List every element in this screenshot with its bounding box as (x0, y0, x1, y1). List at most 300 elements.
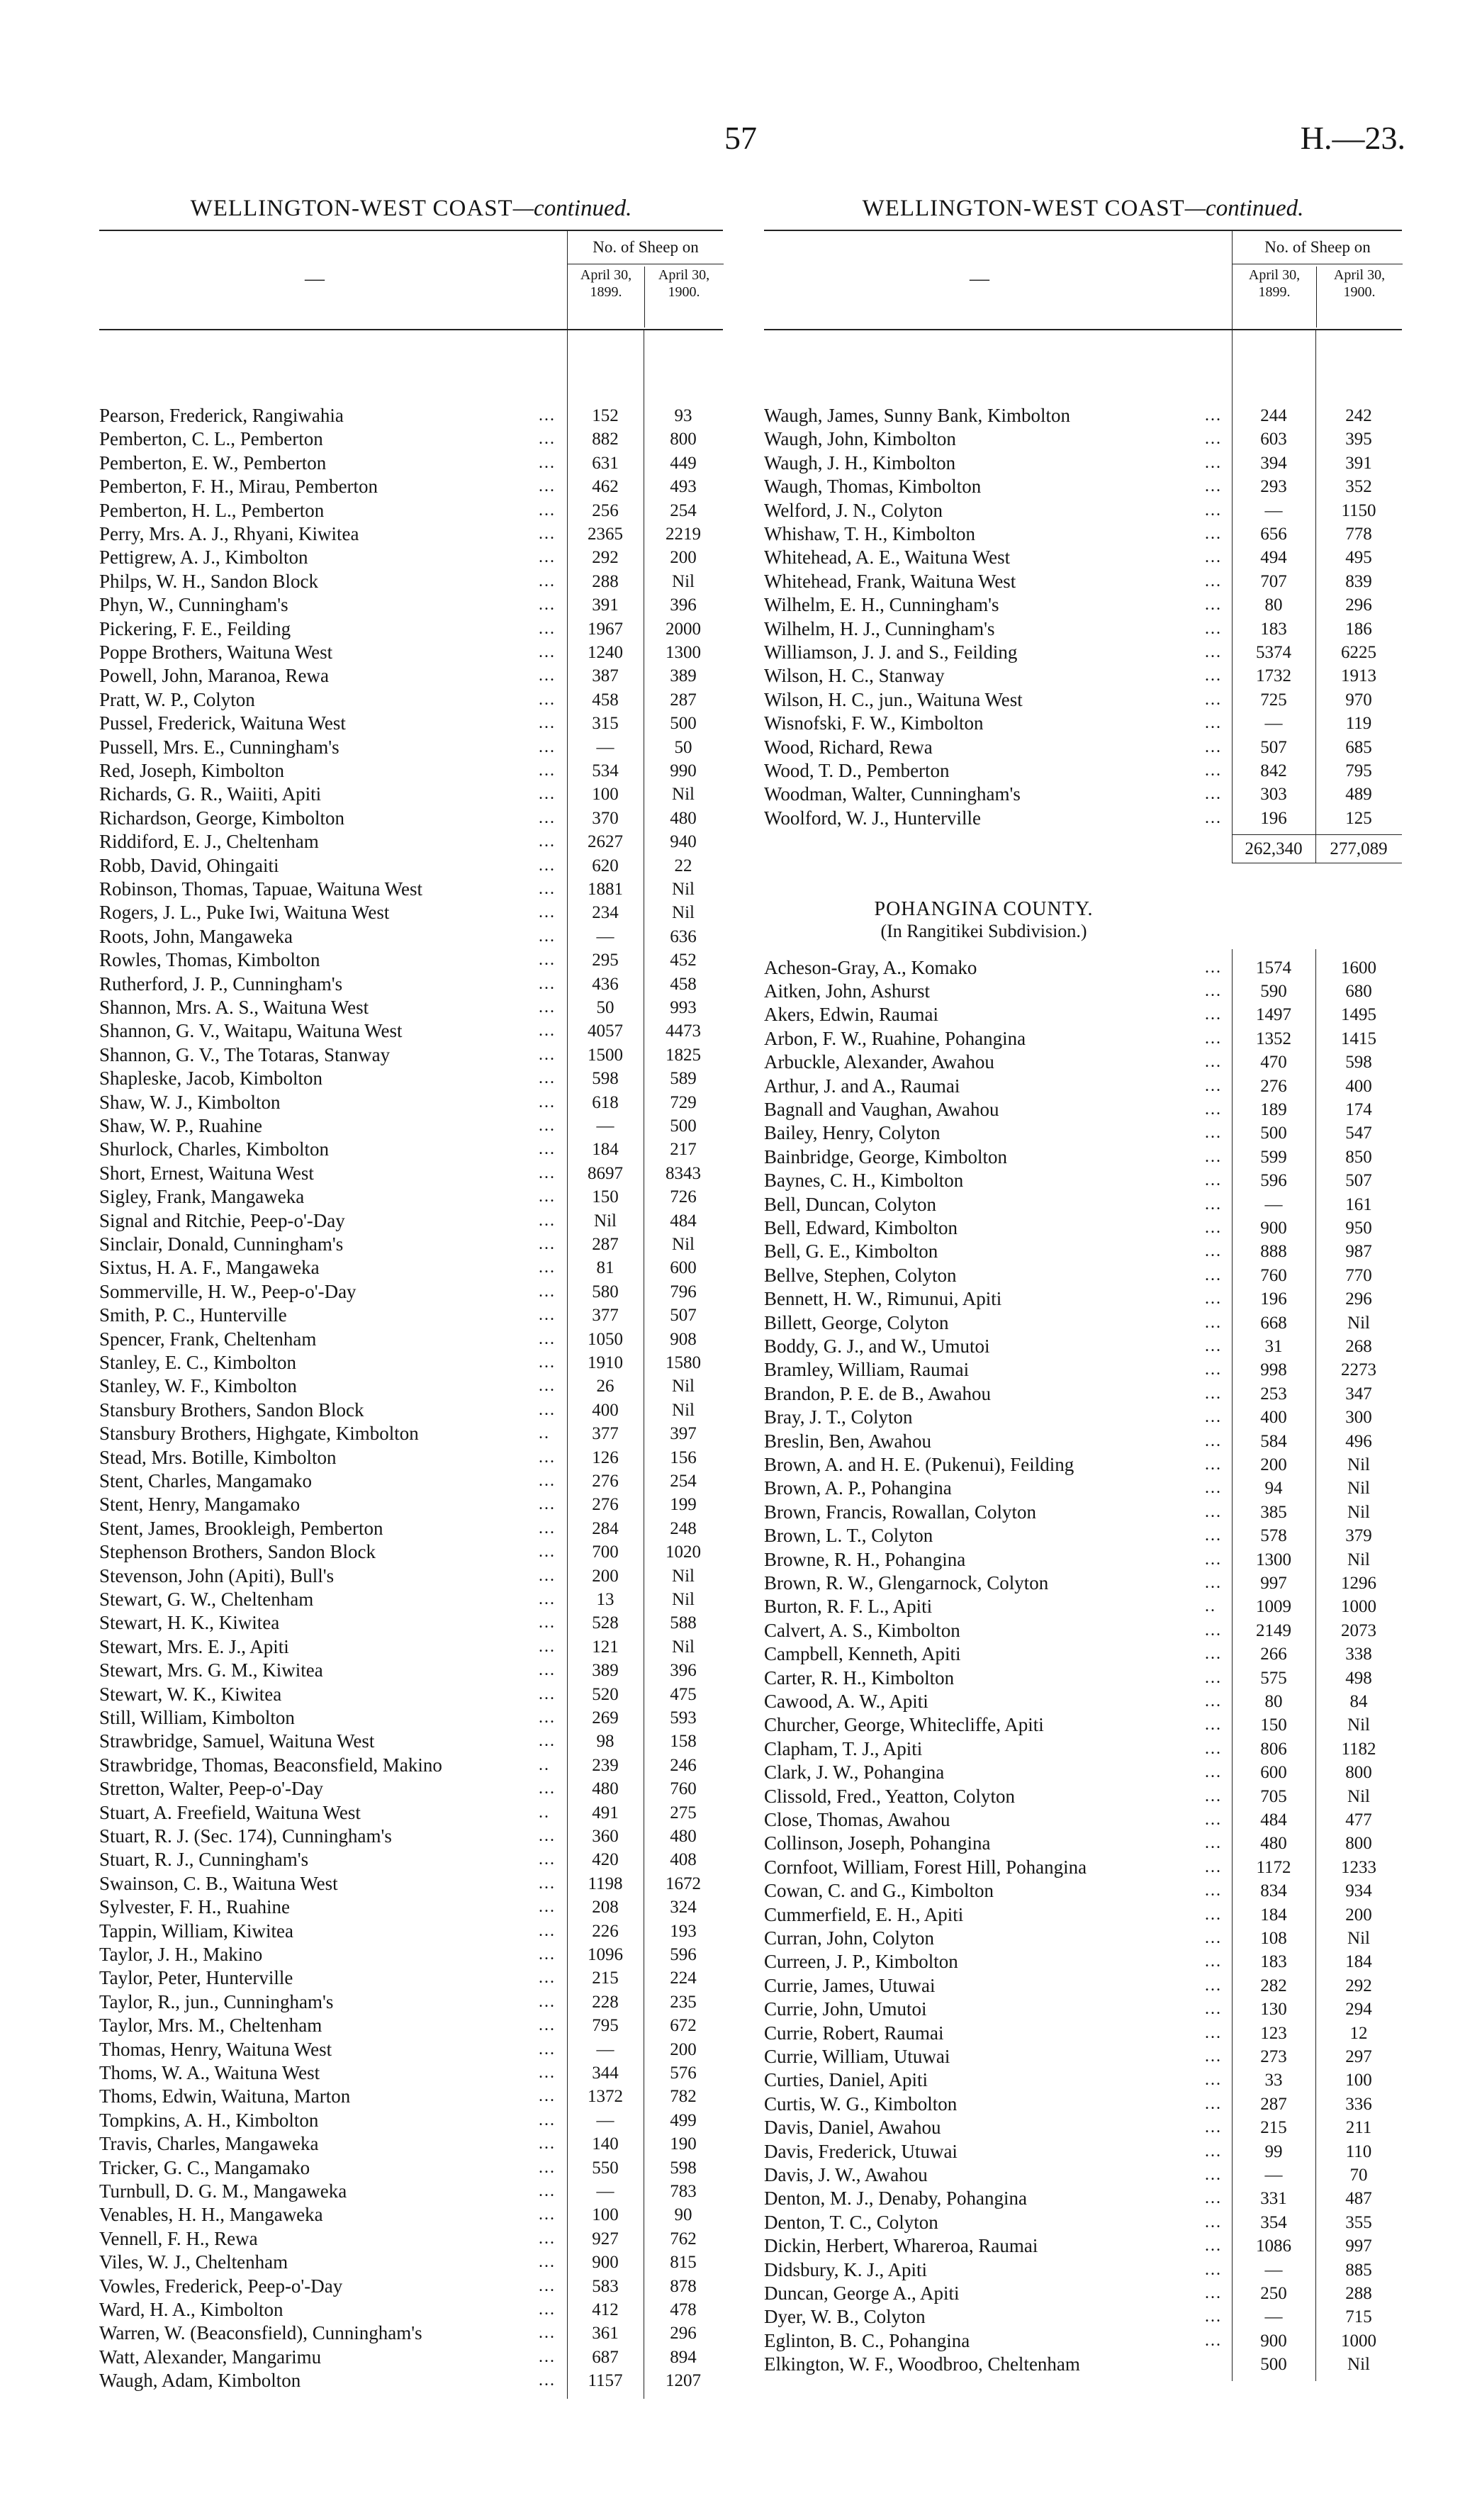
row-name: Sylvester, F. H., Ruahine (99, 1896, 290, 1918)
table-row (764, 1358, 1402, 1382)
row-name: Wood, T. D., Pemberton (764, 760, 950, 781)
row-value-1900: 934 (1345, 1881, 1372, 1901)
row-leader-dots: ... (539, 903, 556, 922)
row-leader-dots: ... (539, 2205, 556, 2224)
row-leader-dots: ... (539, 1472, 556, 1490)
row-name: Stanley, E. C., Kimbolton (99, 1352, 296, 1373)
row-name: Burton, R. F. L., Apiti (764, 1596, 933, 1618)
row-value-1900: Nil (672, 1377, 695, 1396)
right-col2-line1: April 30, (1333, 267, 1386, 283)
row-leader-dots: ... (1205, 1857, 1222, 1876)
row-name: Whitehead, Frank, Waituna West (764, 570, 1016, 592)
row-leader-dots: ... (1205, 958, 1222, 977)
row-leader-dots: ... (539, 477, 556, 496)
row-name: Taylor, Mrs. M., Cheltenham (99, 2015, 322, 2037)
table-row (764, 452, 1402, 475)
row-value-1899: 387 (592, 666, 619, 686)
row-name: Viles, W. J., Cheltenham (99, 2251, 288, 2273)
row-leader-dots: ... (539, 2134, 556, 2154)
row-name: Stephenson Brothers, Sandon Block (99, 1541, 376, 1563)
row-leader-dots: ... (1205, 1455, 1222, 1474)
row-leader-dots: ... (1205, 2000, 1222, 2019)
table-row (764, 1287, 1402, 1311)
row-name: Stansbury Brothers, Sandon Block (99, 1399, 364, 1421)
row-value-1899: 687 (592, 2347, 619, 2367)
row-leader-dots: ... (1205, 737, 1222, 756)
row-value-1900: 598 (670, 2158, 697, 2178)
row-name: Stuart, R. J. (Sec. 174), Cunningham's (99, 1825, 392, 1847)
row-name: Strawbridge, Thomas, Beaconsfield, Makino (99, 1754, 442, 1776)
row-leader-dots: ... (1205, 643, 1222, 661)
row-value-1899: 150 (592, 1187, 619, 1207)
section-title: POHANGINA COUNTY. (874, 897, 1094, 920)
row-name: Tompkins, A. H., Kimbolton (99, 2109, 319, 2131)
row-name: Clissold, Fred., Yeatton, Colyton (764, 1785, 1016, 1807)
table-row (99, 452, 723, 475)
row-leader-dots: ... (539, 998, 556, 1017)
row-value-1899: 196 (1260, 808, 1287, 828)
row-value-1899: 287 (592, 1235, 619, 1254)
row-leader-dots: ... (539, 1092, 556, 1111)
row-value-1899: 226 (592, 1921, 619, 1941)
row-value-1900: 90 (674, 2205, 692, 2225)
row-value-1899: 1967 (588, 619, 623, 639)
table-row (764, 2140, 1402, 2163)
row-leader-dots: ... (1205, 525, 1222, 543)
row-value-1899: 927 (592, 2229, 619, 2249)
row-value-1899: 842 (1260, 761, 1287, 780)
row-value-1900: Nil (1347, 1929, 1370, 1948)
row-value-1900: 993 (670, 998, 697, 1017)
row-leader-dots: ... (1205, 1289, 1222, 1309)
table-row (99, 1374, 723, 1398)
table-row (99, 2109, 723, 2132)
row-value-1900: Nil (1347, 1479, 1370, 1499)
row-value-1899: 370 (592, 808, 619, 828)
row-name: Venables, H. H., Mangaweka (99, 2204, 323, 2226)
row-leader-dots: ... (539, 1661, 556, 1680)
row-name: Short, Ernest, Waituna West (99, 1162, 314, 1184)
table-row (99, 1754, 723, 1777)
row-value-1900: 161 (1345, 1194, 1372, 1214)
row-value-1900: 478 (670, 2300, 697, 2319)
row-value-1899: 1300 (1256, 1550, 1291, 1569)
row-value-1900: Nil (672, 1235, 695, 1254)
row-value-1899: 458 (592, 690, 619, 710)
row-name: Stuart, R. J., Cunningham's (99, 1849, 309, 1871)
row-value-1900: 200 (670, 2039, 697, 2059)
row-leader-dots: ... (539, 1400, 556, 1419)
row-value-1900: 449 (670, 453, 697, 473)
row-value-1899: 1497 (1256, 1005, 1291, 1025)
row-value-1900: 593 (670, 1708, 697, 1727)
row-leader-dots: ... (539, 1684, 556, 1703)
row-name: Curreen, J. P., Kimbolton (764, 1951, 958, 1973)
row-value-1900: 1913 (1341, 666, 1376, 686)
table-row (99, 901, 723, 924)
row-name: Calvert, A. S., Kimbolton (764, 1619, 960, 1641)
right-group-label: No. of Sheep on (1233, 231, 1403, 264)
row-value-1899: 534 (592, 761, 619, 780)
row-value-1899: 208 (592, 1898, 619, 1917)
row-leader-dots: ... (1205, 1242, 1222, 1261)
left-name-col-header: — (305, 268, 325, 290)
row-value-1899: 1050 (588, 1329, 623, 1349)
row-name: Riddiford, E. J., Cheltenham (99, 831, 319, 853)
row-leader-dots: ... (1205, 2094, 1222, 2113)
table-row (764, 1642, 1402, 1666)
row-value-1900: 782 (670, 2087, 697, 2107)
row-name: Curtis, W. G., Kimbolton (764, 2093, 958, 2115)
left-title-text: WELLINGTON-WEST COAST (190, 196, 513, 221)
row-value-1899: 500 (1260, 1124, 1287, 1143)
row-value-1899: 631 (592, 453, 619, 473)
row-value-1900: 184 (1345, 1952, 1372, 1972)
row-value-1900: 211 (1345, 2118, 1372, 2138)
row-value-1899: 256 (592, 500, 619, 520)
table-row (99, 1233, 723, 1256)
row-name: Denton, T. C., Colyton (764, 2211, 938, 2233)
table-row (99, 1966, 723, 1990)
row-value-1899: 184 (592, 1140, 619, 1160)
row-name: Wilson, H. C., jun., Waituna West (764, 688, 1023, 710)
row-name: Stewart, W. K., Kiwitea (99, 1683, 282, 1705)
row-leader-dots: ... (539, 2300, 556, 2319)
row-value-1899: — (596, 926, 614, 946)
row-name: Davis, Frederick, Utuwai (764, 2140, 958, 2162)
row-name: Bainbridge, George, Kimbolton (764, 1146, 1007, 1167)
row-value-1899: 287 (1260, 2094, 1287, 2114)
row-value-1900: 84 (1349, 1692, 1368, 1711)
row-name: Clark, J. W., Pohangina (764, 1762, 945, 1783)
row-value-1900: 1600 (1341, 958, 1376, 978)
row-value-1899: 26 (596, 1377, 614, 1396)
row-value-1899: 123 (1260, 2023, 1287, 2043)
row-value-1900: 296 (1345, 1289, 1372, 1309)
row-name: Thomas, Henry, Waituna West (99, 2038, 332, 2060)
row-leader-dots: ... (1205, 1620, 1222, 1640)
row-value-1900: 254 (670, 500, 697, 520)
table-row (99, 1920, 723, 1943)
row-leader-dots: ... (1205, 1763, 1222, 1782)
row-leader-dots: ... (539, 1827, 556, 1845)
totals-row (764, 837, 1402, 861)
table-row (99, 1635, 723, 1659)
row-leader-dots: ... (539, 1069, 556, 1088)
table-row (764, 1595, 1402, 1618)
row-leader-dots: ... (1205, 2071, 1222, 2090)
row-leader-dots: ... (539, 2347, 556, 2366)
row-value-1900: 1000 (1341, 2331, 1376, 2351)
table-row (764, 1879, 1402, 1903)
row-name: Stevenson, John (Apiti), Bull's (99, 1564, 335, 1586)
table-row (99, 878, 723, 901)
table-row (764, 1193, 1402, 1216)
row-value-1899: 385 (1260, 1502, 1287, 1522)
row-name: Boddy, G. J., and W., Umutoi (764, 1335, 990, 1357)
row-value-1900: 193 (670, 1921, 697, 1941)
row-value-1900: 500 (670, 1116, 697, 1136)
row-leader-dots: ... (1205, 1005, 1222, 1024)
row-value-1900: 1150 (1341, 500, 1376, 520)
row-leader-dots: ... (1205, 430, 1222, 449)
table-row (99, 664, 723, 688)
row-value-1900: 507 (1345, 1171, 1372, 1191)
row-name: Bagnall and Vaughan, Awahou (764, 1099, 999, 1120)
row-leader-dots: ... (539, 785, 556, 804)
row-value-1899: 507 (1260, 737, 1287, 757)
column-divider (567, 330, 568, 2399)
row-value-1899: 1172 (1256, 1857, 1291, 1877)
row-leader-dots: ... (539, 1921, 556, 1940)
row-name: Wood, Richard, Rewa (764, 736, 933, 758)
table-row (764, 956, 1402, 980)
table-row (99, 1777, 723, 1801)
row-value-1900: 400 (1345, 1076, 1372, 1096)
report-code: H.—23. (1300, 120, 1405, 156)
row-value-1900: 248 (670, 1518, 697, 1538)
row-leader-dots: ... (539, 1258, 556, 1277)
row-name: Stuart, A. Freefield, Waituna West (99, 1801, 361, 1823)
row-leader-dots: ... (539, 666, 556, 685)
row-name: Swainson, C. B., Waituna West (99, 1872, 338, 1894)
left-col2-line2: 1900. (668, 284, 700, 300)
row-value-1900: 778 (1345, 525, 1372, 544)
row-name: Churcher, George, Whitecliffe, Apiti (764, 1714, 1044, 1736)
row-value-1899: 253 (1260, 1384, 1287, 1404)
row-value-1900: 6225 (1341, 643, 1376, 662)
table-row (764, 1121, 1402, 1145)
row-value-1899: — (1264, 1194, 1283, 1214)
row-value-1899: 603 (1260, 430, 1287, 449)
row-name: Stead, Mrs. Botille, Kimbolton (99, 1446, 337, 1468)
row-leader-dots: ... (1205, 500, 1222, 520)
row-value-1900: 174 (1345, 1100, 1372, 1119)
row-value-1900: Nil (672, 880, 695, 899)
row-name: Denton, M. J., Denaby, Pohangina (764, 2188, 1027, 2210)
row-value-1900: 110 (1345, 2141, 1372, 2161)
row-value-1900: Nil (1347, 1715, 1370, 1735)
column-divider (1232, 949, 1233, 2381)
row-value-1899: 303 (1260, 785, 1287, 805)
table-row (99, 1801, 723, 1825)
row-value-1899: 1096 (588, 1945, 623, 1964)
row-value-1900: 783 (670, 2182, 697, 2201)
row-name: Rutherford, J. P., Cunningham's (99, 973, 343, 995)
row-name: Curties, Daniel, Apiti (764, 2069, 928, 2091)
table-row (99, 1067, 723, 1090)
column-divider (1315, 949, 1316, 2381)
left-column (99, 196, 723, 2392)
row-value-1899: 284 (592, 1518, 619, 1538)
row-value-1899: — (596, 2182, 614, 2201)
row-value-1899: 1086 (1256, 2236, 1291, 2256)
left-table-header (99, 230, 723, 330)
row-value-1900: 493 (670, 477, 697, 497)
row-value-1900: 815 (670, 2253, 697, 2273)
table-row (99, 1611, 723, 1635)
row-value-1899: 33 (1264, 2071, 1283, 2090)
table-row (99, 1848, 723, 1871)
row-value-1899: — (1264, 2166, 1283, 2185)
row-leader-dots: ... (1205, 1360, 1222, 1379)
table-row (764, 1335, 1402, 1358)
row-leader-dots: ... (539, 406, 556, 425)
row-leader-dots: ... (539, 1447, 556, 1467)
row-value-1900: 908 (670, 1329, 697, 1349)
row-name: Stansbury Brothers, Highgate, Kimbolton (99, 1423, 419, 1445)
table-row (99, 404, 723, 427)
table-row (764, 1903, 1402, 1927)
table-row (99, 2346, 723, 2369)
row-value-1899: 575 (1260, 1668, 1287, 1688)
row-name: Pussel, Frederick, Waituna West (99, 712, 346, 734)
row-value-1900: 246 (670, 1755, 697, 1775)
table-row (99, 1351, 723, 1374)
left-col1-line1: April 30, (580, 267, 632, 283)
row-value-1900: 2219 (666, 525, 701, 544)
row-leader-dots: ... (1205, 1219, 1222, 1237)
table-row (764, 1974, 1402, 1998)
row-value-1900: 997 (1345, 2236, 1372, 2256)
table-row (99, 1019, 723, 1043)
row-value-1900: 685 (1345, 737, 1372, 757)
row-leader-dots: ... (1205, 1431, 1222, 1450)
table-row (99, 2298, 723, 2322)
row-name: Pemberton, E. W., Pemberton (99, 452, 327, 474)
row-leader-dots: ... (539, 1708, 556, 1727)
row-value-1899: 100 (592, 785, 619, 805)
row-value-1900: 1825 (666, 1045, 701, 1065)
table-row (764, 1761, 1402, 1784)
row-value-1899: 100 (592, 2205, 619, 2225)
row-leader-dots: ... (1205, 1124, 1222, 1143)
row-leader-dots: ... (539, 1235, 556, 1253)
row-value-1900: 726 (670, 1187, 697, 1207)
table-row (764, 2116, 1402, 2139)
row-value-1899: 484 (1260, 1810, 1287, 1830)
row-name: Bell, Edward, Kimbolton (764, 1217, 958, 1238)
row-value-1900: 352 (1345, 477, 1372, 497)
row-leader-dots: ... (539, 1732, 556, 1751)
table-row (764, 1146, 1402, 1169)
row-leader-dots: ... (1205, 477, 1222, 496)
row-value-1900: 300 (1345, 1408, 1372, 1428)
row-value-1899: 412 (592, 2300, 619, 2319)
row-value-1899: 580 (592, 1282, 619, 1301)
right-col1-line2: 1899. (1258, 284, 1291, 300)
row-name: Collinson, Joseph, Pohangina (764, 1832, 991, 1854)
row-leader-dots: ... (539, 571, 556, 590)
row-name: Shannon, Mrs. A. S., Waituna West (99, 997, 369, 1018)
row-name: Dyer, W. B., Colyton (764, 2306, 926, 2328)
row-leader-dots: ... (539, 2371, 556, 2390)
row-leader-dots: ... (1205, 808, 1222, 827)
row-leader-dots: ... (1205, 1337, 1222, 1355)
row-value-1900: 1415 (1341, 1029, 1376, 1048)
row-name: Sinclair, Donald, Cunningham's (99, 1233, 344, 1255)
table-row (99, 2132, 723, 2156)
row-value-1899: 377 (592, 1306, 619, 1326)
row-name: Wilhelm, H. J., Cunningham's (764, 617, 995, 639)
row-value-1899: 550 (592, 2158, 619, 2178)
row-value-1900: 224 (670, 1969, 697, 1988)
row-value-1900: Nil (672, 1637, 695, 1657)
row-name: Vowles, Frederick, Peep-o'-Day (99, 2275, 343, 2297)
row-leader-dots: ... (1205, 2284, 1222, 2302)
row-name: Wisnofski, F. W., Kimbolton (764, 712, 984, 734)
row-value-1900: 680 (1345, 982, 1372, 1001)
row-name: Richardson, George, Kimbolton (99, 807, 344, 829)
table-row (764, 1098, 1402, 1121)
row-name: Phyn, W., Cunningham's (99, 594, 288, 616)
row-name: Taylor, Peter, Hunterville (99, 1967, 293, 1989)
row-value-1900: 297 (1345, 2047, 1372, 2066)
table-row (764, 1501, 1402, 1524)
row-leader-dots: ... (539, 2324, 556, 2343)
row-value-1900: 498 (1345, 1668, 1372, 1688)
table-row (99, 617, 723, 641)
row-value-1899: 360 (592, 1827, 619, 1846)
row-value-1899: 998 (1260, 1360, 1287, 1380)
row-name: Pussell, Mrs. E., Cunningham's (99, 736, 339, 758)
row-name: Waugh, Thomas, Kimbolton (764, 476, 982, 498)
row-name: Elkington, W. F., Woodbroo, Cheltenham (764, 2353, 1080, 2375)
row-value-1899: 228 (592, 1992, 619, 2012)
row-leader-dots: ... (539, 714, 556, 733)
row-value-1899: 269 (592, 1708, 619, 1727)
row-leader-dots: ... (1205, 2331, 1222, 2350)
right-col2-header (1316, 267, 1402, 327)
table-row (99, 948, 723, 972)
table-row (99, 2203, 723, 2227)
table-row (764, 2329, 1402, 2353)
row-name: Wilhelm, E. H., Cunningham's (764, 594, 999, 616)
table-row (99, 1895, 723, 1919)
table-row (99, 2322, 723, 2345)
row-value-1900: 770 (1345, 1265, 1372, 1285)
row-value-1899: 760 (1260, 1265, 1287, 1285)
row-name: Robb, David, Ohingaiti (99, 854, 279, 876)
table-row (99, 499, 723, 522)
table-row (764, 1430, 1402, 1453)
row-value-1900: Nil (1347, 1786, 1370, 1806)
row-leader-dots: ... (539, 2276, 556, 2295)
table-row (99, 570, 723, 593)
row-leader-dots: ... (1205, 1076, 1222, 1095)
right-sheep-group-header (1232, 231, 1403, 329)
row-name: Perry, Mrs. A. J., Rhyani, Kiwitea (99, 523, 359, 544)
row-value-1899: — (1264, 714, 1283, 734)
row-leader-dots: ... (539, 1353, 556, 1372)
row-value-1899: 997 (1260, 1574, 1287, 1593)
row-name: Bray, J. T., Colyton (764, 1406, 913, 1428)
row-name: Taylor, R., jun., Cunningham's (99, 1990, 334, 2012)
row-name: Arbuckle, Alexander, Awahou (764, 1051, 994, 1073)
row-value-1899: — (1264, 2307, 1283, 2327)
row-name: Cowan, C. and G., Kimbolton (764, 1880, 994, 1902)
row-leader-dots: .. (539, 1424, 550, 1443)
row-value-1899: 183 (1260, 1952, 1287, 1972)
table-row (99, 1683, 723, 1706)
row-name: Powell, John, Maranoa, Rewa (99, 665, 329, 687)
row-value-1900: 70 (1349, 2166, 1368, 2185)
row-name: Welford, J. N., Colyton (764, 499, 943, 521)
row-value-1900: 547 (1345, 1124, 1372, 1143)
table-row (99, 1209, 723, 1233)
row-leader-dots: ... (539, 619, 556, 638)
table-row (99, 736, 723, 759)
